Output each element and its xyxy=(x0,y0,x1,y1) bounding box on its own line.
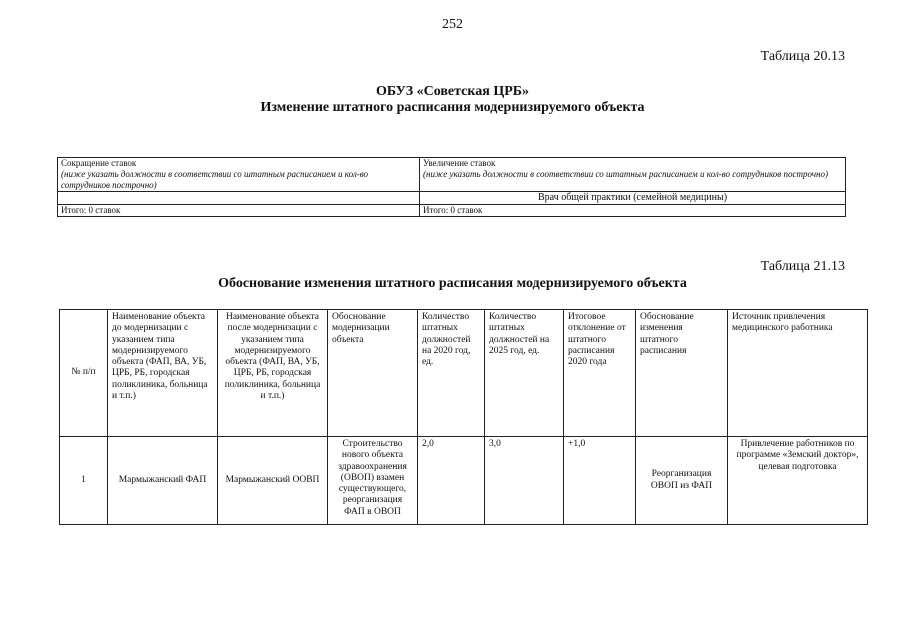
positions-2025: 3,0 xyxy=(485,437,564,525)
table-header-row xyxy=(60,310,868,437)
justification-table xyxy=(59,309,868,525)
column-header-object-after: Наименование объекта после модернизации с указанием типа модернизируемого объекта (ФАП, ВА, УБ, ЦРБ, РБ, городская поликлиника, больница и т.п.) xyxy=(218,310,328,437)
table1-caption: Таблица 20.13 xyxy=(760,49,845,64)
column-header-positions-2020: Количество штатных должностей на 2020 год, ед. xyxy=(418,310,485,437)
table1-title: Изменение штатного расписания модернизируемого объекта xyxy=(260,100,645,115)
table2-title: Обоснование изменения штатного расписания модернизируемого объекта xyxy=(218,276,687,291)
modernization-reason: Строительство нового объекта здравоохранения (ОВОП) взамен существующего, реорганизация ФАП в ОВОП xyxy=(328,437,418,525)
column-header-number: № п/п xyxy=(60,310,108,437)
reduction-position xyxy=(58,192,420,205)
row-number: 1 xyxy=(60,437,108,525)
column-header-positions-2025: Количество штатных должностей на 2025 год, ед. xyxy=(485,310,564,437)
increase-position: Врач общей практики (семейной медицины) xyxy=(420,192,846,205)
table-row xyxy=(60,437,868,525)
table-cell xyxy=(420,158,846,192)
column-header-staff-change-reason: Обоснование изменения штатного расписания xyxy=(636,310,728,437)
positions-2020: 2,0 xyxy=(418,437,485,525)
increase-total: Итого: 0 ставок xyxy=(420,205,846,217)
page-number: 252 xyxy=(442,17,463,32)
staff-change-reason: Реорганизация ОВОП из ФАП xyxy=(636,437,728,525)
reduction-total: Итого: 0 ставок xyxy=(58,205,420,217)
increase-note: (ниже указать должности в соответствии со штатным расписанием и кол-во сотрудников построчно) xyxy=(423,169,828,179)
increase-header: Увеличение ставок xyxy=(423,158,496,168)
column-header-modernization-reason: Обоснование модернизации объекта xyxy=(328,310,418,437)
table2-caption: Таблица 21.13 xyxy=(760,259,845,274)
table-cell xyxy=(58,158,420,192)
staff-change-table xyxy=(57,157,846,217)
object-after: Мармыжанский ООВП xyxy=(218,437,328,525)
reduction-note: (ниже указать должности в соответствии со штатным расписанием и кол-во сотрудников построчно) xyxy=(61,169,369,190)
column-header-deviation: Итоговое отклонение от штатного расписания 2020 года xyxy=(564,310,636,437)
object-before: Мармыжанский ФАП xyxy=(108,437,218,525)
reduction-header: Сокращение ставок xyxy=(61,158,137,168)
table-row xyxy=(58,192,846,205)
table-row xyxy=(58,205,846,217)
staff-source: Привлечение работников по программе «Земский доктор», целевая подготовка xyxy=(728,437,868,525)
table-row xyxy=(58,158,846,192)
column-header-object-before: Наименование объекта до модернизации с указанием типа модернизируемого объекта (ФАП, ВА, УБ, ЦРБ, РБ, городская поликлиника, больница и т.п.) xyxy=(108,310,218,437)
column-header-staff-source: Источник привлечения медицинского работника xyxy=(728,310,868,437)
organization-title: ОБУЗ «Советская ЦРБ» xyxy=(375,84,530,99)
deviation: +1,0 xyxy=(564,437,636,525)
